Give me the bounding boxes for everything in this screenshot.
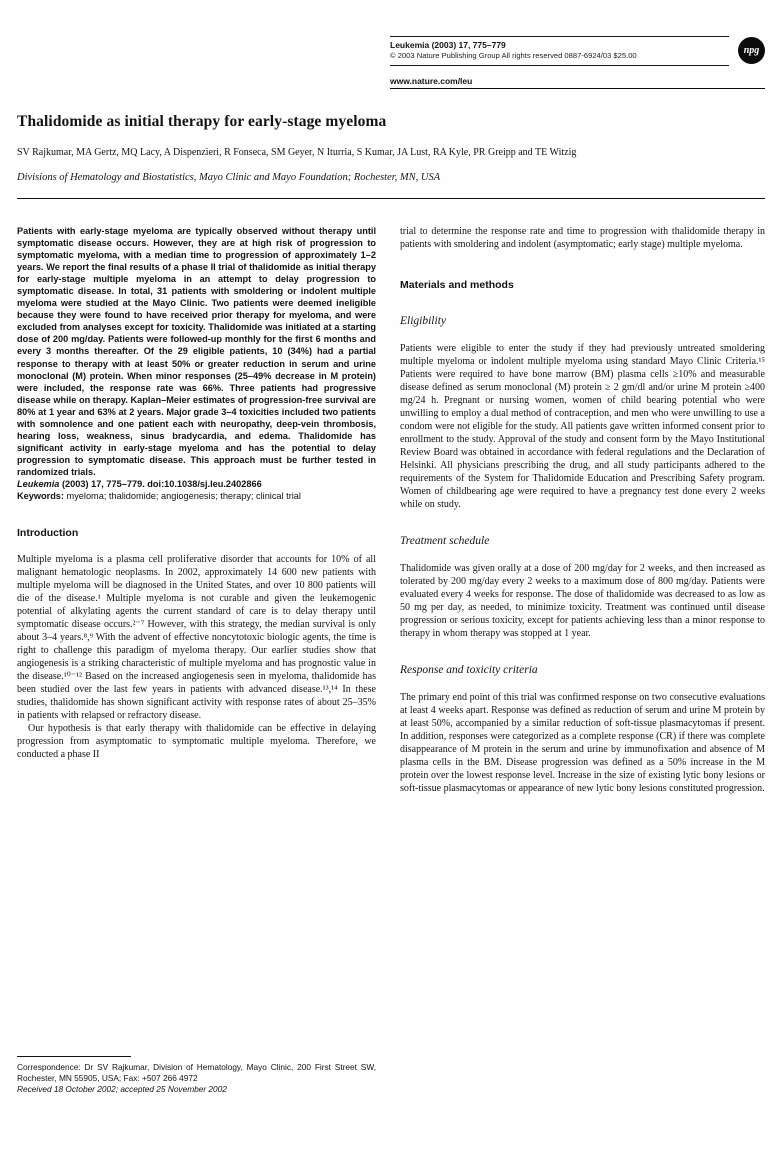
article-columns: [17, 225, 765, 1109]
doi-pages: 775–779. doi:10.1038/sj.leu.2402866: [106, 478, 262, 489]
keywords-text: myeloma; thalidomide; angiogenesis; therapy; clinical trial: [66, 490, 301, 501]
response-criteria-paragraph: The primary end point of this trial was confirmed response on two consecutive evaluations at least 4 weeks apart. Response was defined as reduction of serum and urine M protein by at least 50%, accompanied by a similar reduction of soft-tissue plasmacytomas if present. In addition, responses were categorized as a complete response (CR) if there was complete disappearance of M protein in the serum and urine by immunofixation and absence of M plasma cells in the BM. Disease progression was defined as a 50% increase in the M protein over the lowest response level. Increase in the size of existing lytic bony lesions or soft-tissue plasmacytomas or appearance of new lytic bony lesions constituted progression.: [400, 692, 765, 794]
masthead: [390, 36, 765, 89]
title-divider: [17, 198, 765, 199]
intro-continuation-paragraph: trial to determine the response rate and time to progression with thalidomide therapy in patients with smoldering and indolent (asymptomatic; early stage) multiple myeloma.: [400, 226, 765, 250]
journal-citation: Leukemia (2003) 17, 775–779: [390, 40, 506, 50]
article-title: Thalidomide as initial therapy for early-stage myeloma: [17, 113, 387, 130]
left-column: [17, 225, 376, 1109]
masthead-row: [390, 36, 765, 66]
keywords-label: Keywords:: [17, 490, 64, 501]
eligibility-paragraph: Patients were eligible to enter the study if they had previously untreated smoldering multiple myeloma or indolent multiple myeloma using standard Mayo Clinic Criteria.¹⁵ Patients were required to have bone marrow (BM) plasma cells ≥10% and measurable disease defined as serum monoclonal (M) protein ≥ 2 gm/dl and/or urine M protein ≥400 mg/24 h. Pregnant or nursing women, women of child bearing potential who were unwilling to employ a dual method of contraception, and men who were unwilling to use a condom were not eligible for the study. All patients gave written informed consent prior to enrollment to the study. Approval of the study and consent form by the Mayo Institutional Review Board was obtained in accordance with federal regulations and the Declaration of Helsinki. All physicians prescribing the drug, and all study participants adhered to the requirements of the System for Thalidomide Education and Prescribing Safety program. Women of childbearing age were required to have a pregnancy test done every 2 weeks while on study.: [400, 343, 765, 510]
correspondence-note: Correspondence: Dr SV Rajkumar, Division of Hematology, Mayo Clinic, 200 First Street SW, Rochester, MN 55905, USA; Fax: +507 266 4972: [17, 1062, 376, 1083]
right-column: [400, 225, 765, 1109]
npg-logo-text: npg: [743, 45, 760, 56]
subsection-heading-response-criteria: Response and toxicity criteria: [400, 664, 538, 676]
authors-line: SV Rajkumar, MA Gertz, MQ Lacy, A Dispenzieri, R Fonseca, SM Geyer, N Iturria, S Kumar, JA Lust, RA Kyle, PR Greipp and TE Witzig: [17, 147, 577, 158]
section-heading-materials-methods: Materials and methods: [400, 279, 514, 291]
journal-url: www.nature.com/leu: [390, 66, 765, 89]
intro-paragraph-2: Our hypothesis is that early therapy with thalidomide can be effective in delaying progression from asymptomatic to symptomatic multiple myeloma. Therefore, we conducted a phase II: [17, 722, 376, 760]
subsection-heading-eligibility: Eligibility: [400, 315, 446, 327]
correspondence-block: [17, 1056, 376, 1109]
journal-citation-block: [390, 36, 729, 66]
keywords-line: [17, 491, 376, 503]
npg-logo-icon: [738, 37, 765, 64]
received-note: Received 18 October 2002; accepted 25 November 2002: [17, 1084, 227, 1095]
doi-year: (2003): [61, 478, 89, 489]
section-heading-introduction: Introduction: [17, 526, 79, 539]
footnote-divider: [17, 1056, 131, 1057]
citation-doi-line: [17, 478, 376, 490]
doi-volume: 17,: [91, 478, 104, 489]
affiliation-line: Divisions of Hematology and Biostatistics, Mayo Clinic and Mayo Foundation; Rochester, MN, USA: [17, 172, 441, 183]
intro-paragraph-1: Multiple myeloma is a plasma cell proliferative disorder that accounts for 10% of all malignant hematologic neoplasms. In 2002, approximately 14 600 new patients with multiple myeloma will be diagnosed in the United States, and over 10 800 patients will die of the disease.¹ Multiple myeloma is not curable and given the leukemogenic potential of alkylating agents the current standard of care is to delay therapy until symptomatic disease occurs.²⁻⁷ However, with this strategy, the median survival is only about 3–4 years.⁸,⁹ With the advent of effective noncytotoxic biologic agents, the time is right to challenge this paradigm of myeloma therapy. Our earlier studies show that angiogenesis is a striking characteristic of multiple myeloma and has prognostic value in the disease.¹⁰⁻¹² Based on the increased angiogenesis seen in myeloma, thalidomide has been studied over the last few years in patients with advanced disease.¹³,¹⁴ In these studies, thalidomide has shown significant activity with response rates of about 25–35% in patients with relapsed or refractory disease.: [17, 553, 376, 721]
treatment-schedule-paragraph: Thalidomide was given orally at a dose of 200 mg/day for 2 weeks, and then increased as tolerated by 200 mg/day every 2 weeks to a maximum dose of 800 mg/day. Patients were evaluated every 4 weeks for response. The dose of thalidomide was decreased to as low as 50 mg per day, as needed, to minimize toxicity. Treatment was continued until disease progression or serious toxicity, except for patients achieving less than a minor response to therapy in whom therapy was stopped at 1 year.: [400, 563, 765, 639]
journal-copyright: © 2003 Nature Publishing Group All rights reserved 0887-6924/03 $25.00: [390, 51, 637, 60]
abstract-text: Patients with early-stage myeloma are typically observed without therapy until symptomatic disease occurs. However, they are at high risk of progression to symptomatic myeloma, with a median time to progression of approximately 1–2 years. We report the final results of a phase II trial of thalidomide as initial therapy for early-stage multiple myeloma in an attempt to delay progression to symptomatic disease. In total, 31 patients with smoldering or indolent multiple myeloma were studied at the Mayo Clinic. Two patients were deemed ineligible because they were found to have received prior therapy for myeloma, and were excluded from analyses except for toxicity. Thalidomide was initiated at a starting dose of 200 mg/day. Patients were followed-up monthly for the first 6 months and every 3 months thereafter. Of the 29 eligible patients, 10 (34%) had a partial response to therapy with at least 50% or greater reduction in serum and urine monoclonal (M) protein. When minor responses (25–49% decrease in M protein) were included, the response rate was 66%. Three patients had progressive disease while on therapy. Kaplan–Meier estimates of progression-free survival are 80% at 1 year and 63% at 2 years. Major grade 3–4 toxicities included two patients with somnolence and one patient each with neuropathy, deep-vein thrombosis, hearing loss, weakness, sinus bradycardia, and edema. Thalidomide has significant activity in early-stage myeloma and has the potential to delay progression to symptomatic disease. This approach must be further tested in randomized trials.: [17, 226, 376, 477]
doi-journal: Leukemia: [17, 478, 60, 489]
subsection-heading-treatment-schedule: Treatment schedule: [400, 535, 490, 547]
